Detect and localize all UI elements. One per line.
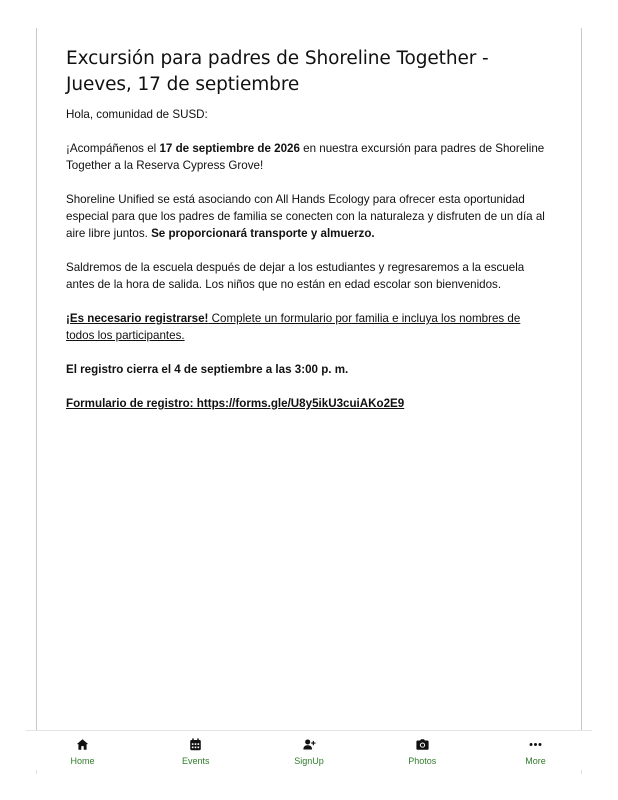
tab-more-label: More (525, 756, 546, 766)
camera-icon (416, 738, 429, 751)
frame-bottom-edge (36, 770, 582, 774)
more-icon (529, 738, 542, 751)
registration-deadline (66, 361, 546, 378)
intro-text-b: en nuestra excursión para padres de Shoreline Together a la Reserva Cypress Grove! (66, 142, 545, 172)
event-date: 17 de septiembre de 2026 (159, 142, 300, 155)
partnership-text: Shoreline Unified se está asociando con All Hands Ecology para ofrecer esta oportunidad especial para que los padres de familia se conecten con la naturaleza y disfruten de un día al aire libre juntos. (66, 193, 545, 240)
bottom-tab-bar (26, 730, 592, 775)
registration-deadline-text: El registro cierra el 4 de septiembre a las 3:00 p. m. (66, 363, 349, 376)
paragraph-partnership (66, 191, 546, 242)
tab-signup-label: SignUp (294, 756, 324, 766)
tab-photos-label: Photos (408, 756, 437, 766)
tab-home-label: Home (70, 756, 95, 766)
tab-home[interactable] (26, 731, 139, 775)
registration-instructions: Complete un formulario por familia e incluya los nombres de todos los participantes. (66, 312, 521, 342)
tab-events-label: Events (181, 756, 210, 766)
tab-signup[interactable] (253, 731, 366, 775)
registration-form (66, 395, 546, 412)
greeting: Hola, comunidad de SUSD: (66, 108, 208, 121)
registration-form-link-text: Formulario de registro: https://forms.gle/U8y5ikU3cuiAKo2E9 (66, 397, 405, 410)
calendar-icon (189, 738, 202, 751)
post-title: Excursión para padres de Shoreline Together - Jueves, 17 de septiembre (66, 48, 489, 95)
tab-photos[interactable] (366, 731, 479, 775)
registration-required-label: ¡Es necesario registrarse! (66, 312, 209, 325)
tab-more[interactable] (479, 731, 592, 775)
post-content (66, 46, 546, 429)
home-icon (76, 738, 89, 751)
tab-events[interactable] (139, 731, 252, 775)
paragraph-schedule: Saldremos de la escuela después de dejar a los estudiantes y regresaremos a la escuela antes de la hora de salida. Los niños que no están en edad escolar son bienvenidos. (66, 261, 525, 291)
paragraph-intro (66, 140, 546, 174)
paragraph-registration-required (66, 310, 546, 344)
transport-lunch-note: Se proporcionará transporte y almuerzo. (151, 227, 375, 240)
registration-form-link[interactable] (66, 397, 404, 410)
add-user-icon (303, 738, 316, 751)
intro-text-a: ¡Acompáñenos el (66, 142, 160, 155)
